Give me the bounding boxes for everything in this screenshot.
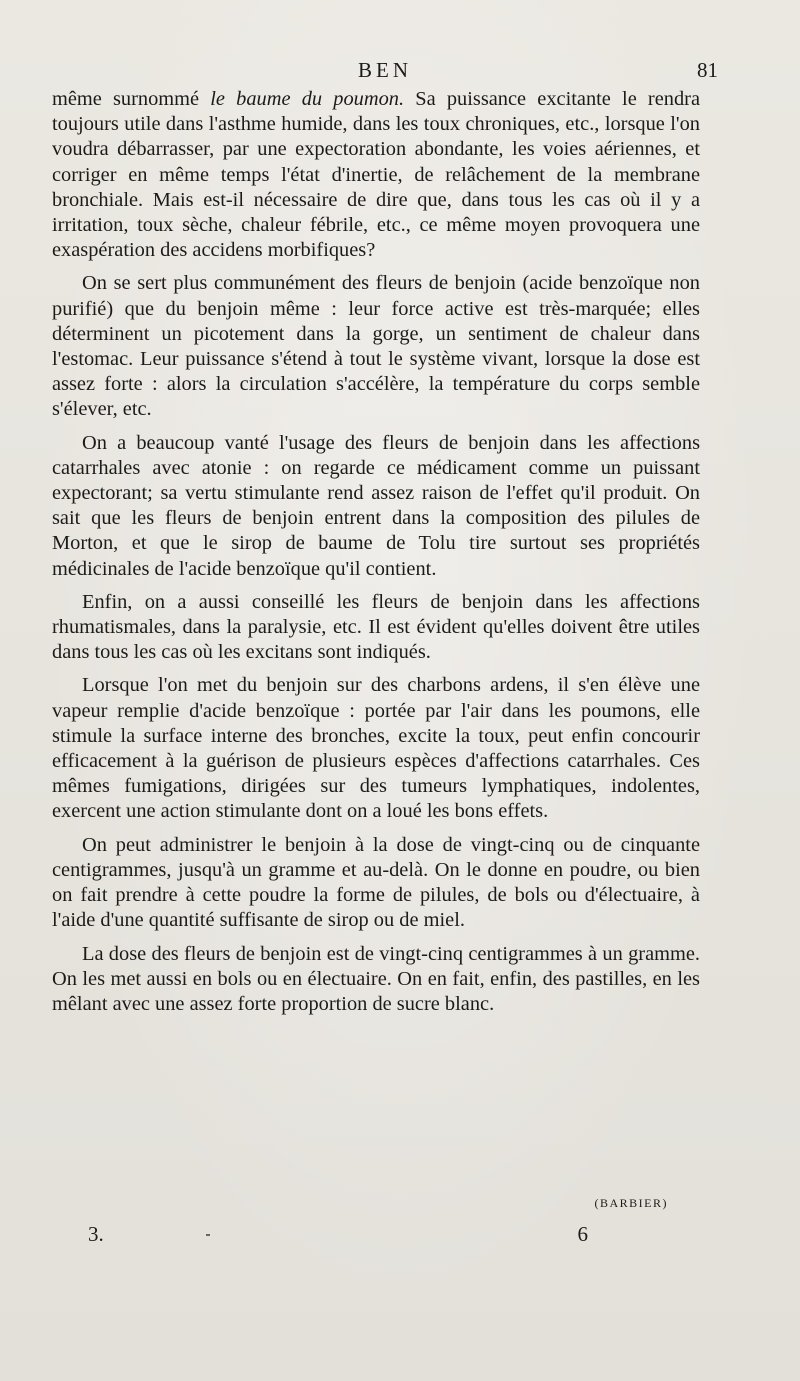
paragraph-1-italic-phrase: le baume du poumon. xyxy=(210,88,405,110)
paragraph-5: Lorsque l'on met du benjoin sur des charbons ardens, il s'en élève une vapeur remplie d'acide benzoïque : portée par l'air dans les poumons, elle stimule la surface interne des bronches, excite la toux, peut enfin concourir efficacement à la guérison de plusieurs espèces d'affections catarrhales. Ces mêmes fumigations, dirigées sur des tumeurs lymphatiques, indolentes, exercent une action stimulante dont on a loué les bons effets. xyxy=(52,674,700,823)
running-head: BEN xyxy=(358,58,412,82)
paragraph-7: La dose des fleurs de benjoin est de vingt-cinq centigrammes à un gramme. On les met aussi en bols ou en électuaire. On en fait, enfin, des pastilles, en les mêlant avec une assez forte proportion de sucre blanc. xyxy=(52,942,700,1015)
body-text xyxy=(52,87,700,1025)
author-signature: (BARBIER) xyxy=(594,1196,668,1210)
volume-signature: 3. xyxy=(88,1222,104,1246)
paragraph-1-lead: même surnommé xyxy=(52,88,211,110)
paragraph-3: On a beaucoup vanté l'usage des fleurs de benjoin dans les affections catarrhales avec atonie : on regarde ce médicament comme un puissant expectorant; sa vertu stimulante rend assez raison de l'effet qu'il produit. On sait que les fleurs de benjoin entrent dans la composition des pilules de Morton, et que le sirop de baume de Tolu tire surtout ses propriétés médicinales de l'acide benzoïque qu'il contient. xyxy=(52,431,700,580)
paragraph-1 xyxy=(52,87,700,263)
page-number: 81 xyxy=(697,58,718,82)
signature-dash xyxy=(206,1234,210,1236)
paragraph-4: Enfin, on a aussi conseillé les fleurs de benjoin dans les affections rhumatismales, dans la paralysie, etc. Il est évident qu'elles doivent être utiles dans tous les cas où les excitans sont indiqués. xyxy=(52,590,700,664)
paragraph-6: On peut administrer le benjoin à la dose de vingt-cinq ou de cinquante centigrammes, jusqu'à un gramme et au-delà. On le donne en poudre, ou bien on fait prendre à cette poudre la forme de pilules, de bols ou d'électuaire, à l'aide d'une quantité suffisante de sirop ou de miel. xyxy=(52,833,700,932)
paragraph-1-rest: Sa puissance excitante le rendra toujours utile dans l'asthme humide, dans les toux chroniques, etc., lorsque l'on voudra débarrasser, par une expectoration abondante, les voies aériennes, et corriger en même temps l'état d'inertie, de relâchement de la membrane bronchiale. Mais est-il nécessaire de dire que, dans tous les cas où il y a irritation, toux sèche, chaleur fébrile, etc., ce même moyen provoquera une exaspération des accidens morbifiques? xyxy=(52,88,701,262)
page-footer xyxy=(52,1196,700,1256)
sheet-signature: 6 xyxy=(577,1222,588,1246)
paragraph-2: On se sert plus communément des fleurs de benjoin (acide benzoïque non purifié) que du benjoin même : leur force active est très-marquée; elles déterminent un picotement dans la gorge, un sentiment de chaleur dans l'estomac. Leur puissance s'étend à tout le système vivant, lorsque la dose est assez forte : alors la circulation s'accélère, la température du corps semble s'élever, etc. xyxy=(52,272,700,421)
